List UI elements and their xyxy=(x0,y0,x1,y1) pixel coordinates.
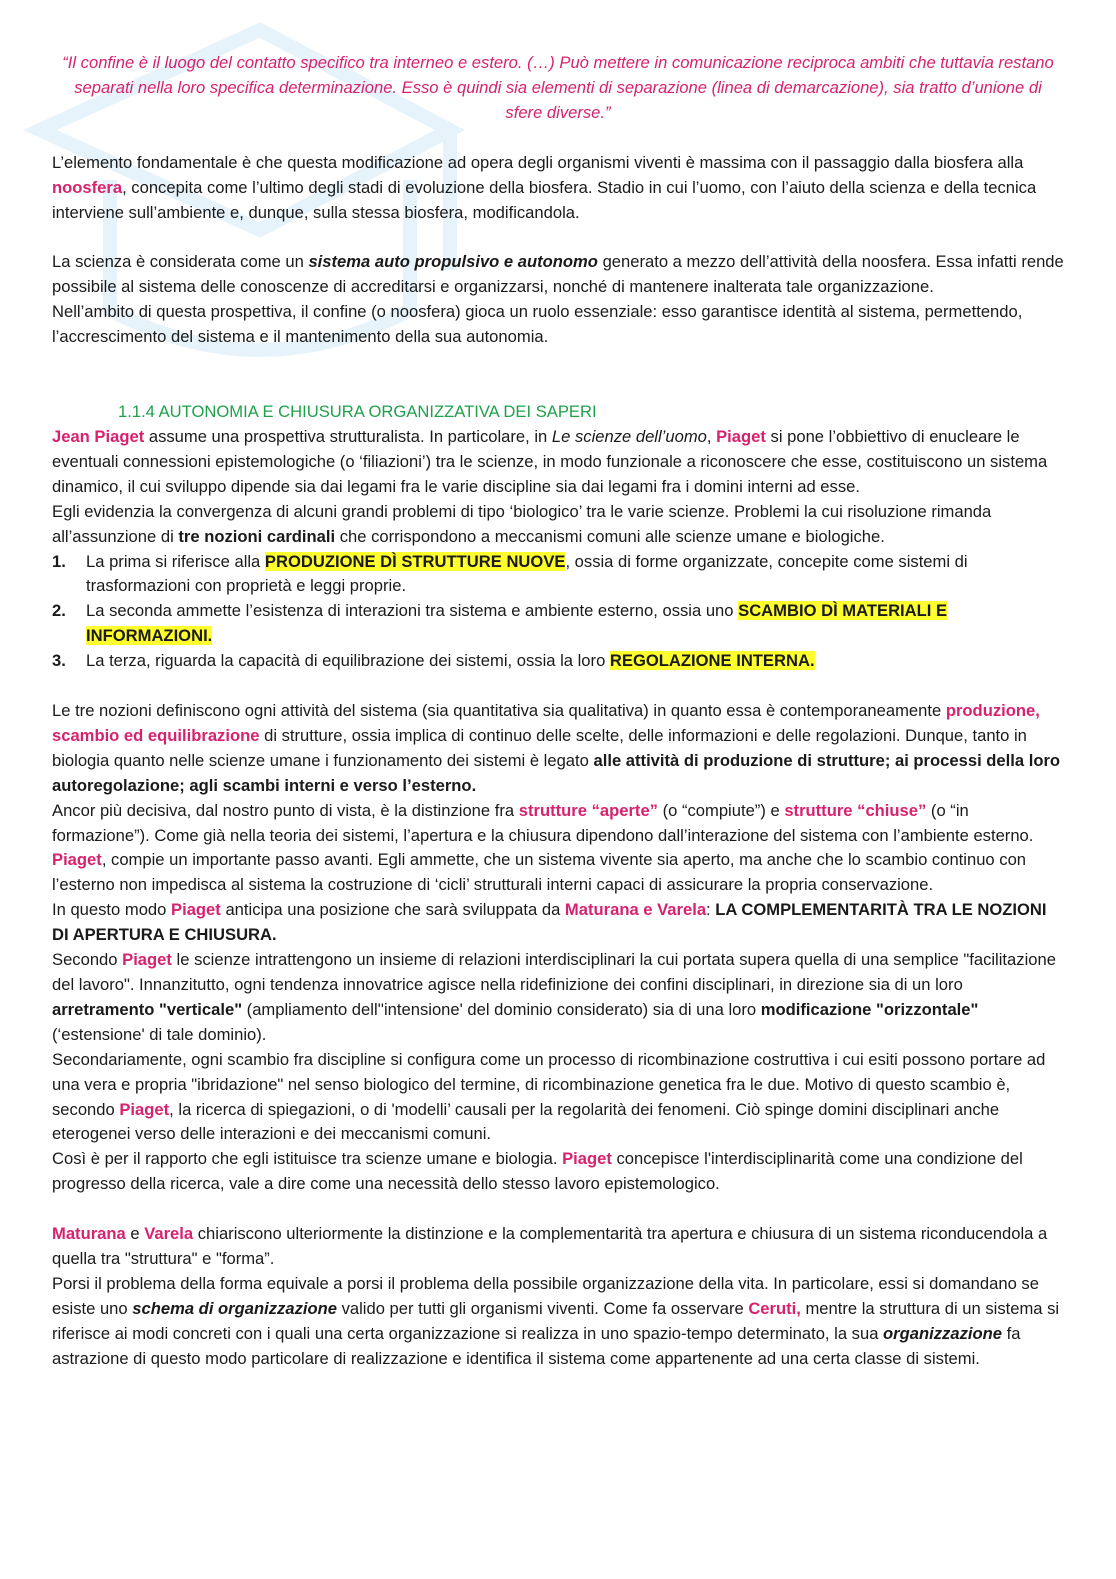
text-span: In questo modo xyxy=(52,900,172,920)
paragraph-biologia xyxy=(52,1147,1064,1197)
text-span: di strutture, ossia implica di continuo delle scelte, delle informazioni e delle regolazioni. Dunque, tanto in biologia quanto nelle scienze umane i funzionamento dei sistemi è legato xyxy=(52,725,1027,770)
text-span: : xyxy=(706,900,716,920)
name-piaget: Piaget xyxy=(122,950,172,970)
paragraph-nozioni xyxy=(52,500,1064,550)
term-chiuse: strutture “chiuse” xyxy=(784,800,927,820)
book-title: Le scienze dell’uomo xyxy=(551,426,707,446)
name-maturana-varela: Maturana e Varela xyxy=(564,900,707,920)
term-schema: schema di organizzazione xyxy=(132,1298,337,1318)
list-item xyxy=(52,550,1064,600)
bold-text: LA COMPLEMENTARITÀ TRA LE NOZIONI DI APERTURA E CHIUSURA. xyxy=(52,900,1047,945)
text-span: Così è per il rapporto che egli istituisce tra scienze umane e biologia. xyxy=(52,1149,563,1169)
text-span: anticipa una posizione che sarà sviluppata da xyxy=(220,900,565,920)
section-heading: 1.1.4 AUTONOMIA E CHIUSURA ORGANIZZATIVA DEI SAPERI xyxy=(118,402,597,422)
list-item xyxy=(52,649,1064,674)
term-verticale: arretramento "verticale" xyxy=(52,999,243,1019)
paragraph-scienza xyxy=(52,250,1064,300)
paragraph-strutture xyxy=(52,799,1064,899)
text-span: La seconda ammette l’esistenza di interazioni tra sistema e ambiente esterno, ossia uno xyxy=(86,601,739,621)
text-span: mentre la struttura di un sistema si riferisce ai modi concreti con i quali una certa organizzazione si realizza in uno spazio-tempo determinato, la sua xyxy=(52,1298,1060,1343)
text-span: La terza, riguarda la capacità di equilibrazione dei sistemi, ossia la loro xyxy=(86,651,610,671)
name-jean-piaget: Jean Piaget xyxy=(52,426,145,446)
name-ceruti: Ceruti, xyxy=(748,1298,801,1318)
list-number: 1. xyxy=(52,551,66,571)
text-span: La scienza è considerata come un xyxy=(52,252,309,272)
text-span: che corrispondono a meccanismi comuni alle scienze umane e biologiche. xyxy=(335,526,885,546)
paragraph-confine: Nell’ambito di questa prospettiva, il confine (o noosfera) gioca un ruolo essenziale: esso garantisce identità al sistema, permettendo, l’accrescimento del sistema e il mantenimento della sua autonomia. xyxy=(52,302,1023,347)
text-span: concepisce l'interdisciplinarità come una condizione del progresso della ricerca, vale a dire come una necessità dello stesso lavoro epistemologico. xyxy=(52,1149,1023,1194)
text-span: (ampliamento dell''intensione' del dominio considerato) sia di una loro xyxy=(242,999,761,1019)
text-span: (o “in formazione”). Come già nella teoria dei sistemi, l’apertura e la chiusura dipendono dall’interazione del sistema con l’ambiente esterno. xyxy=(52,800,1034,845)
paragraph-piaget-intro xyxy=(52,425,1064,500)
list-number: 3. xyxy=(52,651,66,671)
term-sistema: sistema auto propulsivo e autonomo xyxy=(308,252,598,272)
text-span: Le tre nozioni definiscono ogni attività del sistema (sia quantitativa sia qualitativa) in quanto essa è contemporaneamente xyxy=(52,701,946,721)
document-page xyxy=(52,51,1064,1372)
paragraph-organizzazione xyxy=(52,1272,1064,1372)
name-piaget: Piaget xyxy=(52,850,102,870)
paragraph-noosfera xyxy=(52,151,1064,226)
text-span: valido per tutti gli organismi viventi. Come fa osservare xyxy=(336,1298,749,1318)
text-span: , la ricerca di spiegazioni, o di 'modelli’ causali per la regolarità dei fenomeni. Ciò spinge domini disciplinari anche eterogenei verso delle interazioni e dei meccanismi comuni. xyxy=(52,1099,1000,1144)
name-piaget: Piaget xyxy=(716,426,766,446)
highlight-text: SCAMBIO DÌ MATERIALI E INFORMAZIONI. xyxy=(86,601,948,646)
opening-quote: “Il confine è il luogo del contatto specifico tra interneo e estero. (…) Può mettere in comunicazione reciproca ambiti che tuttavia restano separati nella loro specifica determinazione. Esso è quindi sia elementi di separazione (linea di demarcazione), sia tratto d’unione di sfere diverse.” xyxy=(62,53,1054,122)
term-orizzontale: modificazione "orizzontale" xyxy=(760,999,979,1019)
list-number: 2. xyxy=(52,601,66,621)
text-span: Ancor più decisiva, dal nostro punto di vista, è la distinzione fra xyxy=(52,800,519,820)
name-piaget: Piaget xyxy=(171,900,221,920)
bold-text: alle attività di produzione di strutture; ai processi della loro autoregolazione; agli scambi interni e verso l’esterno. xyxy=(52,750,1061,795)
text-span: , xyxy=(706,426,717,446)
text-span: Secondo xyxy=(52,950,123,970)
name-piaget: Piaget xyxy=(119,1099,170,1119)
name-maturana: Maturana xyxy=(52,1224,126,1244)
paragraph-tre-nozioni xyxy=(52,699,1064,799)
list-item xyxy=(52,599,1064,649)
text-span: si pone l’obbiettivo di enucleare le eventuali connessioni epistemologiche (o ‘filiazioni’) tra le scienze, in modo funzionale a riconoscere che esse, costituiscono un sistema dinamico, il cui sviluppo dipende sia dai legami fra le varie discipline sia dai legami fra i domini interni ad esse. xyxy=(52,426,1048,496)
paragraph-ibridazione xyxy=(52,1048,1064,1148)
highlight-text: PRODUZIONE DÌ STRUTTURE NUOVE xyxy=(264,551,566,571)
text-span: Porsi il problema della forma equivale a porsi il problema della possibile organizzazione della vita. In particolare, essi si domandano se esiste uno xyxy=(52,1273,1039,1318)
text-span: Egli evidenzia la convergenza di alcuni grandi problemi di tipo ‘biologico’ tra le varie scienze. Problemi la cui risoluzione rimanda all’assunzione di xyxy=(52,501,992,546)
text-span: assume una prospettiva strutturalista. In particolare, in xyxy=(144,426,552,446)
text-span: Secondariamente, ogni scambio fra discipline si configura come un processo di ricombinazione costruttiva i cui esiti possono portare ad una vera e propria "ibridazione" nel senso biologico del termine, di ricombinazione genetica fra le due. Motivo di questo scambio è, secondo xyxy=(52,1049,1046,1119)
text-span: chiariscono ulteriormente la distinzione e la complementarità tra apertura e chiusura di un sistema riconducendola a quella tra "struttura" e "forma”. xyxy=(52,1224,1048,1269)
numbered-list xyxy=(52,550,1064,675)
name-piaget: Piaget xyxy=(562,1149,612,1169)
text-span: (o “compiute”) e xyxy=(657,800,785,820)
paragraph-interdisciplinari xyxy=(52,948,1064,1048)
term-nozioni: tre nozioni cardinali xyxy=(178,526,336,546)
text-span: fa astrazione di questo modo particolare di realizzazione e identifica il sistema come appartenente ad una certa classe di sistemi. xyxy=(52,1323,1021,1368)
term-noosfera: noosfera xyxy=(52,177,123,197)
term-organizzazione: organizzazione xyxy=(883,1323,1002,1343)
text-span: e xyxy=(125,1224,145,1244)
term-aperte: strutture “aperte” xyxy=(518,800,658,820)
text-span: , concepita come l’ultimo degli stadi di evoluzione della biosfera. Stadio in cui l’uomo, con l’aiuto della scienza e della tecnica interviene sull’ambiente e, dunque, sulla stessa biosfera, modificandola. xyxy=(52,177,1037,222)
text-span: , ossia di forme organizzate, concepite come sistemi di trasformazioni con proprietà e leggi proprie. xyxy=(86,551,968,596)
paragraph-struttura-forma xyxy=(52,1222,1064,1272)
text-span: generato a mezzo dell’attività della noosfera. Essa infatti rende possibile al sistema delle conoscenze di accreditarsi e organizzarsi, nonché di mantenere inalterata tale organizzazione. xyxy=(52,252,1064,297)
paragraph-maturana-varela xyxy=(52,898,1064,948)
text-span: , compie un importante passo avanti. Egli ammette, che un sistema vivente sia aperto, ma anche che lo scambio continuo con l’esterno non impedisca al sistema la costruzione di ‘cicli’ strutturali interni capaci di assicurare la propria conservazione. xyxy=(52,850,1027,895)
text-span: L’elemento fondamentale è che questa modificazione ad opera degli organismi viventi è massima con il passaggio dalla biosfera alla xyxy=(52,152,1024,172)
text-span: (‘estensione' di tale dominio). xyxy=(52,1024,267,1044)
text-span: le scienze intrattengono un insieme di relazioni interdisciplinari la cui portata supera quella di una semplice "facilitazione del lavoro". Innanzitutto, ogni tendenza innovatrice agisce nella ridefinizione dei confini disciplinari, in direzione sia di un loro xyxy=(52,950,1056,994)
name-varela: Varela xyxy=(144,1224,194,1244)
text-span: La prima si riferisce alla xyxy=(86,551,265,571)
highlight-text: REGOLAZIONE INTERNA. xyxy=(609,651,815,671)
term-produzione: produzione, scambio ed equilibrazione xyxy=(52,701,1040,745)
